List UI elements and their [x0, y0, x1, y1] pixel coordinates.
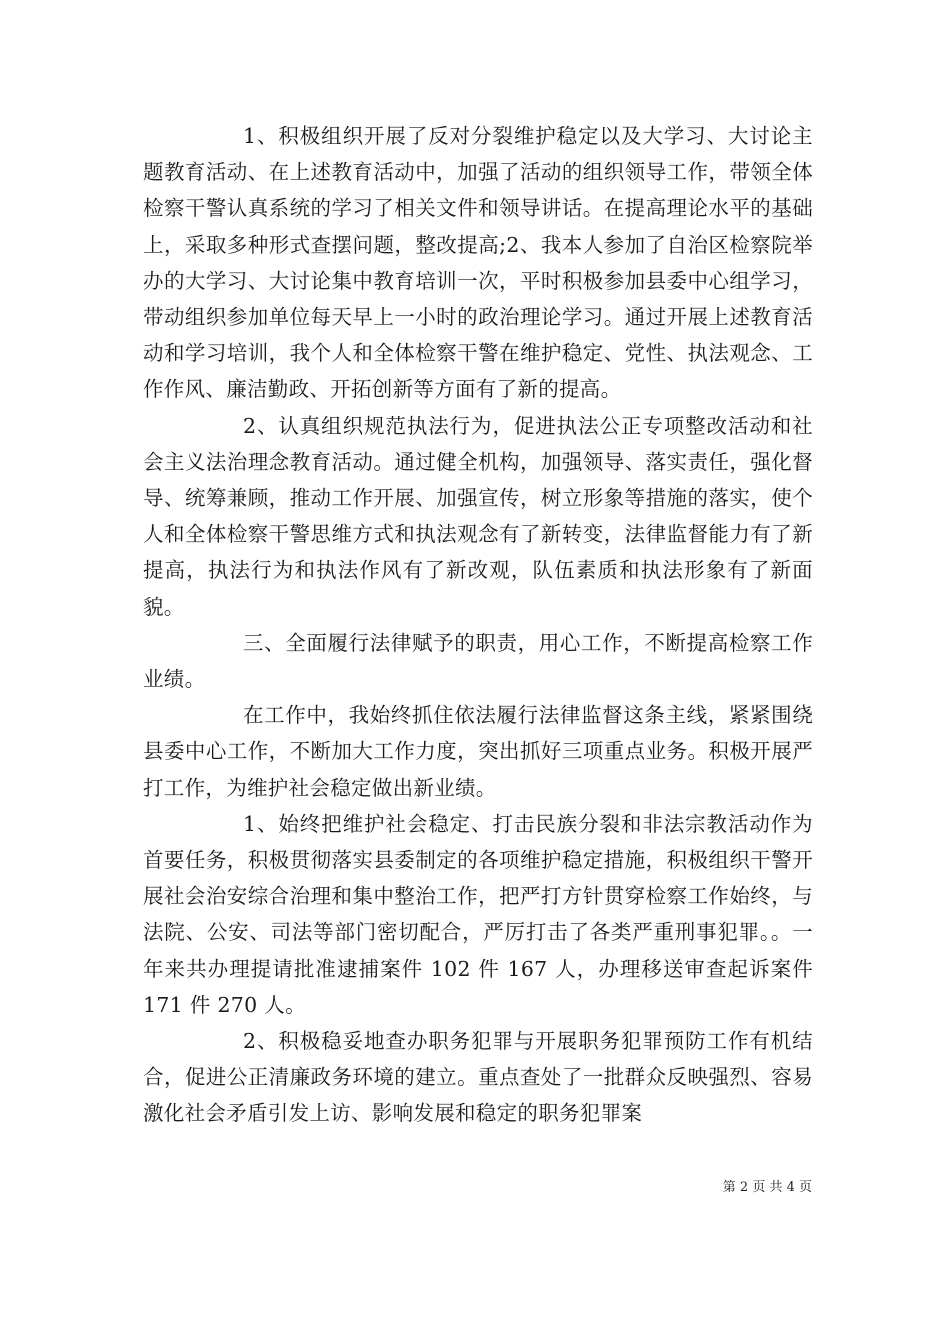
- document-body: [143, 118, 813, 1132]
- paragraph-1: 1、积极组织开展了反对分裂维护稳定以及大学习、大讨论主题教育活动、在上述教育活动中，加强了活动的组织领导工作，带领全体检察干警认真系统的学习了相关文件和领导讲话。在提高理论水平的基础上，采取多种形式查摆问题，整改提高;2、我本人参加了自治区检察院举办的大学习、大讨论集中教育培训一次，平时积极参加县委中心组学习，带动组织参加单位每天早上一小时的政治理论学习。通过开展上述教育活动和学习培训，我个人和全体检察干警在维护稳定、党性、执法观念、工作作风、廉洁勤政、开拓创新等方面有了新的提高。: [143, 124, 813, 402]
- paragraph-6: 2、积极稳妥地查办职务犯罪与开展职务犯罪预防工作有机结合，促进公正清廉政务环境的建立。重点查处了一批群众反映强烈、容易激化社会矛盾引发上访、影响发展和稳定的职务犯罪案: [143, 1029, 813, 1126]
- paragraph-3-heading: 三、全面履行法律赋予的职责，用心工作，不断提高检察工作业绩。: [143, 630, 813, 692]
- paragraph-2: 2、认真组织规范执法行为，促进执法公正专项整改活动和社会主义法治理念教育活动。通过健全机构，加强领导、落实责任，强化督导、统筹兼顾，推动工作开展、加强宣传，树立形象等措施的落实，使个人和全体检察干警思维方式和执法观念有了新转变，法律监督能力有了新提高，执法行为和执法作风有了新改观，队伍素质和执法形象有了新面貌。: [143, 413, 813, 619]
- paragraph-4: 在工作中，我始终抓住依法履行法律监督这条主线，紧紧围绕县委中心工作，不断加大工作力度，突出抓好三项重点业务。积极开展严打工作，为维护社会稳定做出新业绩。: [143, 703, 813, 800]
- paragraph-5: 1、始终把维护社会稳定、打击民族分裂和非法宗教活动作为首要任务，积极贯彻落实县委制定的各项维护稳定措施，积极组织干警开展社会治安综合治理和集中整治工作，把严打方针贯穿检察工作始终，与法院、公安、司法等部门密切配合，严厉打击了各类严重刑事犯罪。。一年来共办理提请批准逮捕案件 102 件 167 人，办理移送审查起诉案件 171 件 270 人。: [143, 811, 813, 1017]
- page-number-footer: 第 2 页 共 4 页: [722, 1180, 812, 1195]
